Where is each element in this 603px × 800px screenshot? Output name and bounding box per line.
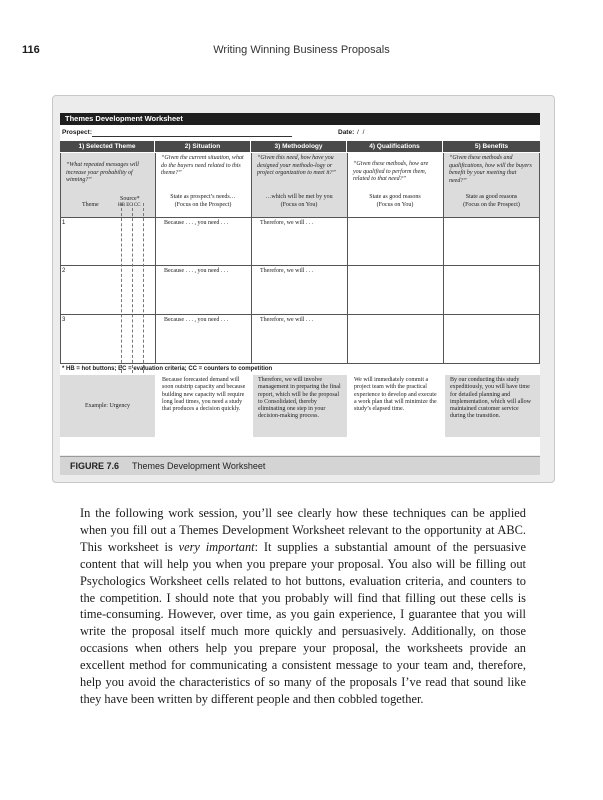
date-field[interactable]: / /	[357, 129, 366, 136]
column-header-methodology: 3) Methodology	[251, 141, 347, 152]
source-label: Source*	[120, 196, 140, 202]
row-situation[interactable]: Because . . . , you need . . .	[164, 317, 229, 323]
question-situation: “Given the current situation, what do the buyers need related to this theme?”	[161, 155, 244, 176]
subhead-methodology: …which will be met by you (Focus on You)	[251, 191, 347, 217]
row-number: 3	[62, 317, 66, 323]
grid-line	[155, 153, 156, 363]
source-divider	[143, 203, 144, 373]
grid-line	[347, 153, 348, 363]
page-number: 116	[22, 44, 40, 56]
grid-line	[443, 153, 444, 363]
column-header-benefits: 5) Benefits	[443, 141, 540, 152]
subhead-benefits: State as good reasons (Focus on the Prospect)	[443, 191, 540, 217]
prospect-row	[60, 128, 540, 138]
row-number: 2	[62, 268, 66, 274]
running-head: Writing Winning Business Proposals	[213, 44, 390, 56]
date-label: Date:	[338, 129, 355, 136]
row-methodology[interactable]: Therefore, we will . . .	[260, 317, 314, 323]
example-situation: Because forecasted demand will soon outstrip capacity and because building new capacity will require long lead times, you need a study that produces a decision quickly.	[162, 377, 246, 413]
question-theme: “What repeated messages will increase your probability of winning?”	[60, 153, 155, 191]
source-codes: HB EC CC	[118, 203, 141, 208]
prospect-field[interactable]	[92, 136, 292, 137]
example-methodology: Therefore, we will involve management in preparing the final report, which will be the proposal to Consolidated, thereby eliminating one step in your decision-making process.	[253, 375, 347, 437]
row-number: 1	[62, 220, 66, 226]
theme-label: Theme	[82, 202, 99, 208]
source-divider	[121, 203, 122, 373]
row-situation[interactable]: Because . . . , you need . . .	[164, 268, 229, 274]
prospect-label: Prospect:	[62, 129, 92, 136]
subhead-theme	[60, 191, 155, 217]
worksheet	[60, 113, 540, 455]
emphasis: very important	[178, 539, 255, 554]
footnote: * HB = hot buttons; EC = evaluation criteria; CC = counters to competition	[62, 366, 273, 372]
example-benefits: By our conducting this study expeditiously, you will have time for detailed planning and implementation, which will allow maintained customer service during the transition.	[445, 375, 540, 437]
caption-label: FIGURE 7.6	[70, 461, 120, 471]
source-divider	[132, 203, 133, 373]
body-paragraph: In the following work session, you’ll see clearly how these techniques can be applied when you fill out a Themes Development Worksheet relevant to the opportunity at ABC. This worksheet is very important: It supplies a substantial amount of the persuasive content that will help you when you prepare your proposal. You also will be filling out Psychologics Worksheet cells related to hot buttons, evaluation criteria, and counters to the competition. I should note that you probably will find that filling out these cells is time-consuming. However, over time, as you gain experience, I guarantee that you will write the proposal itself much more quickly and persuasively. Additionally, on those occasions when others help you prepare your proposal, the worksheets provide an excellent method for communicating a consistent message to your team and, therefore, help you avoid the characteristics of so many of the proposals I’ve read that sound like they have been written by different people and then cobbled together.	[80, 506, 526, 706]
example-label: Example: Urgency	[60, 375, 155, 437]
column-header-situation: 2) Situation	[155, 141, 251, 152]
subhead-situation: State as prospect’s needs… (Focus on the Prospect)	[170, 194, 236, 208]
column-header-qualifications: 4) Qualifications	[347, 141, 443, 152]
row-methodology[interactable]: Therefore, we will . . .	[260, 268, 314, 274]
row-situation[interactable]: Because . . . , you need . . .	[164, 220, 229, 226]
caption-text: Themes Development Worksheet	[132, 461, 266, 471]
question-qualifications: “Given these methods, how are you qualified to perform them, related to that need?”	[353, 161, 429, 182]
row-methodology[interactable]: Therefore, we will . . .	[260, 220, 314, 226]
subhead-qualifications: State as good reasons (Focus on You)	[369, 194, 421, 208]
question-benefits: “Given these methods and qualifications, how will the buyers benefit by your meeting that need?”	[443, 153, 540, 191]
grid-line	[60, 153, 61, 363]
column-header-theme: 1) Selected Theme	[60, 141, 155, 152]
grid-line	[251, 153, 252, 363]
question-methodology: “Given this need, how have you designed your methodo-logy or project organization to meet it?”	[251, 153, 347, 191]
figure-caption	[60, 456, 540, 475]
worksheet-title: Themes Development Worksheet	[60, 113, 540, 125]
example-qualifications: We will immediately commit a project team with the practical experience to develop and execute a work plan that will minimize the study’s elapsed time.	[354, 377, 437, 413]
grid-line	[539, 153, 540, 363]
